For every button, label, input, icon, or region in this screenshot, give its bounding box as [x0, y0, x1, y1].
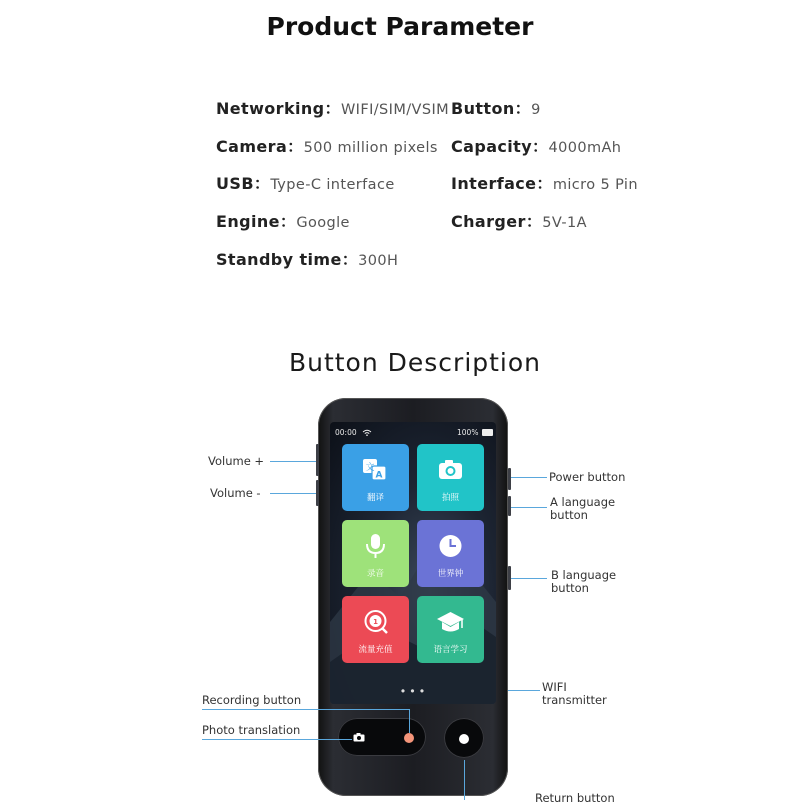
app-tile-world-clock[interactable] [417, 520, 484, 587]
spec-key: USB： [216, 174, 271, 193]
clock-icon [417, 533, 484, 559]
callout-a-language-line2: button [550, 508, 588, 522]
device-screen [330, 422, 496, 704]
leader-line [464, 760, 465, 800]
svg-text:A: A [375, 470, 383, 481]
leader-line [508, 690, 540, 691]
spec-key: Charger： [451, 212, 543, 231]
callout-a-language [550, 496, 615, 522]
spec-key: Networking： [216, 99, 341, 118]
spec-value: 9 [531, 102, 541, 118]
callout-b-language-line2: button [551, 581, 589, 595]
a-language-key [508, 496, 511, 516]
spec-value: 5V-1A [542, 215, 587, 231]
graduation-cap-icon [417, 609, 484, 635]
app-tile-label: 语言学习 [433, 645, 468, 655]
callout-b-language-line1: B language [551, 568, 617, 582]
spec-button [451, 96, 541, 119]
leader-line [511, 578, 547, 579]
spec-value: Google [296, 215, 350, 231]
svg-text:文: 文 [365, 463, 375, 473]
spec-engine [216, 209, 350, 232]
callout-photo-translation: Photo translation [202, 723, 301, 737]
battery-icon [482, 429, 493, 436]
return-dot-icon [459, 734, 469, 744]
app-tile-translate[interactable] [342, 444, 409, 511]
callout-return: Return button [535, 791, 615, 805]
app-tile-label: 流量充值 [358, 645, 393, 655]
status-time: 00:00 [335, 428, 357, 437]
callout-a-language-line1: A language [550, 495, 616, 509]
callout-wifi [542, 681, 607, 707]
spec-key: Engine： [216, 212, 297, 231]
spec-value: 4000mAh [548, 140, 622, 156]
spec-key: Capacity： [451, 137, 549, 156]
spec-value: micro 5 Pin [552, 177, 638, 193]
callout-b-language [551, 569, 616, 595]
leader-line [202, 739, 352, 740]
callout-wifi-line2: transmitter [542, 693, 607, 707]
spec-value: WIFI/SIM/VSIM [340, 102, 450, 118]
callout-recording: Recording button [202, 693, 302, 707]
spec-interface [451, 171, 638, 194]
spec-value: 300H [358, 253, 399, 269]
translate-icon [342, 457, 409, 483]
leader-line [202, 709, 409, 710]
spec-capacity [451, 134, 621, 157]
spec-value: Type-C interface [270, 177, 395, 193]
spec-key: Standby time： [216, 250, 359, 269]
leader-line [270, 461, 316, 462]
spec-usb [216, 171, 395, 194]
leader-line [511, 507, 547, 508]
svg-text:1: 1 [373, 618, 378, 626]
callout-power: Power button [549, 470, 626, 484]
volume-up-key [316, 444, 319, 476]
power-key [508, 468, 511, 490]
spec-key: Button： [451, 99, 532, 118]
spec-key: Interface： [451, 174, 553, 193]
leader-line [511, 477, 547, 478]
page-title: Product Parameter [266, 12, 534, 41]
app-tile-language-learning[interactable] [417, 596, 484, 663]
leader-line [270, 493, 316, 494]
app-tile-recorder[interactable] [342, 520, 409, 587]
spec-value: 500 million pixels [303, 140, 438, 156]
page-indicator: • • • [400, 684, 426, 698]
battery-percent: 100% [457, 428, 479, 437]
data-recharge-icon [342, 609, 409, 635]
volume-down-key [316, 480, 319, 506]
wifi-icon [362, 429, 372, 436]
spec-camera [216, 134, 438, 157]
app-tile-label: 录音 [366, 569, 384, 579]
spec-key: Camera： [216, 137, 304, 156]
spec-standby [216, 247, 398, 270]
app-tile-camera[interactable] [417, 444, 484, 511]
callout-wifi-line1: WIFI [542, 680, 567, 694]
spec-charger [451, 209, 587, 232]
app-tile-label: 翻译 [366, 493, 384, 503]
microphone-icon [342, 533, 409, 559]
section-title: Button Description [288, 348, 542, 377]
callout-volume-down: Volume - [210, 486, 261, 500]
leader-line [409, 709, 410, 733]
photo-translation-button[interactable] [353, 733, 365, 742]
app-tile-data-recharge[interactable] [342, 596, 409, 663]
app-tile-label: 拍照 [441, 493, 459, 503]
camera-icon [417, 457, 484, 483]
callout-volume-up: Volume + [208, 454, 265, 468]
recording-button[interactable] [404, 733, 414, 743]
app-tile-label: 世界钟 [437, 569, 464, 579]
spec-networking [216, 96, 449, 119]
